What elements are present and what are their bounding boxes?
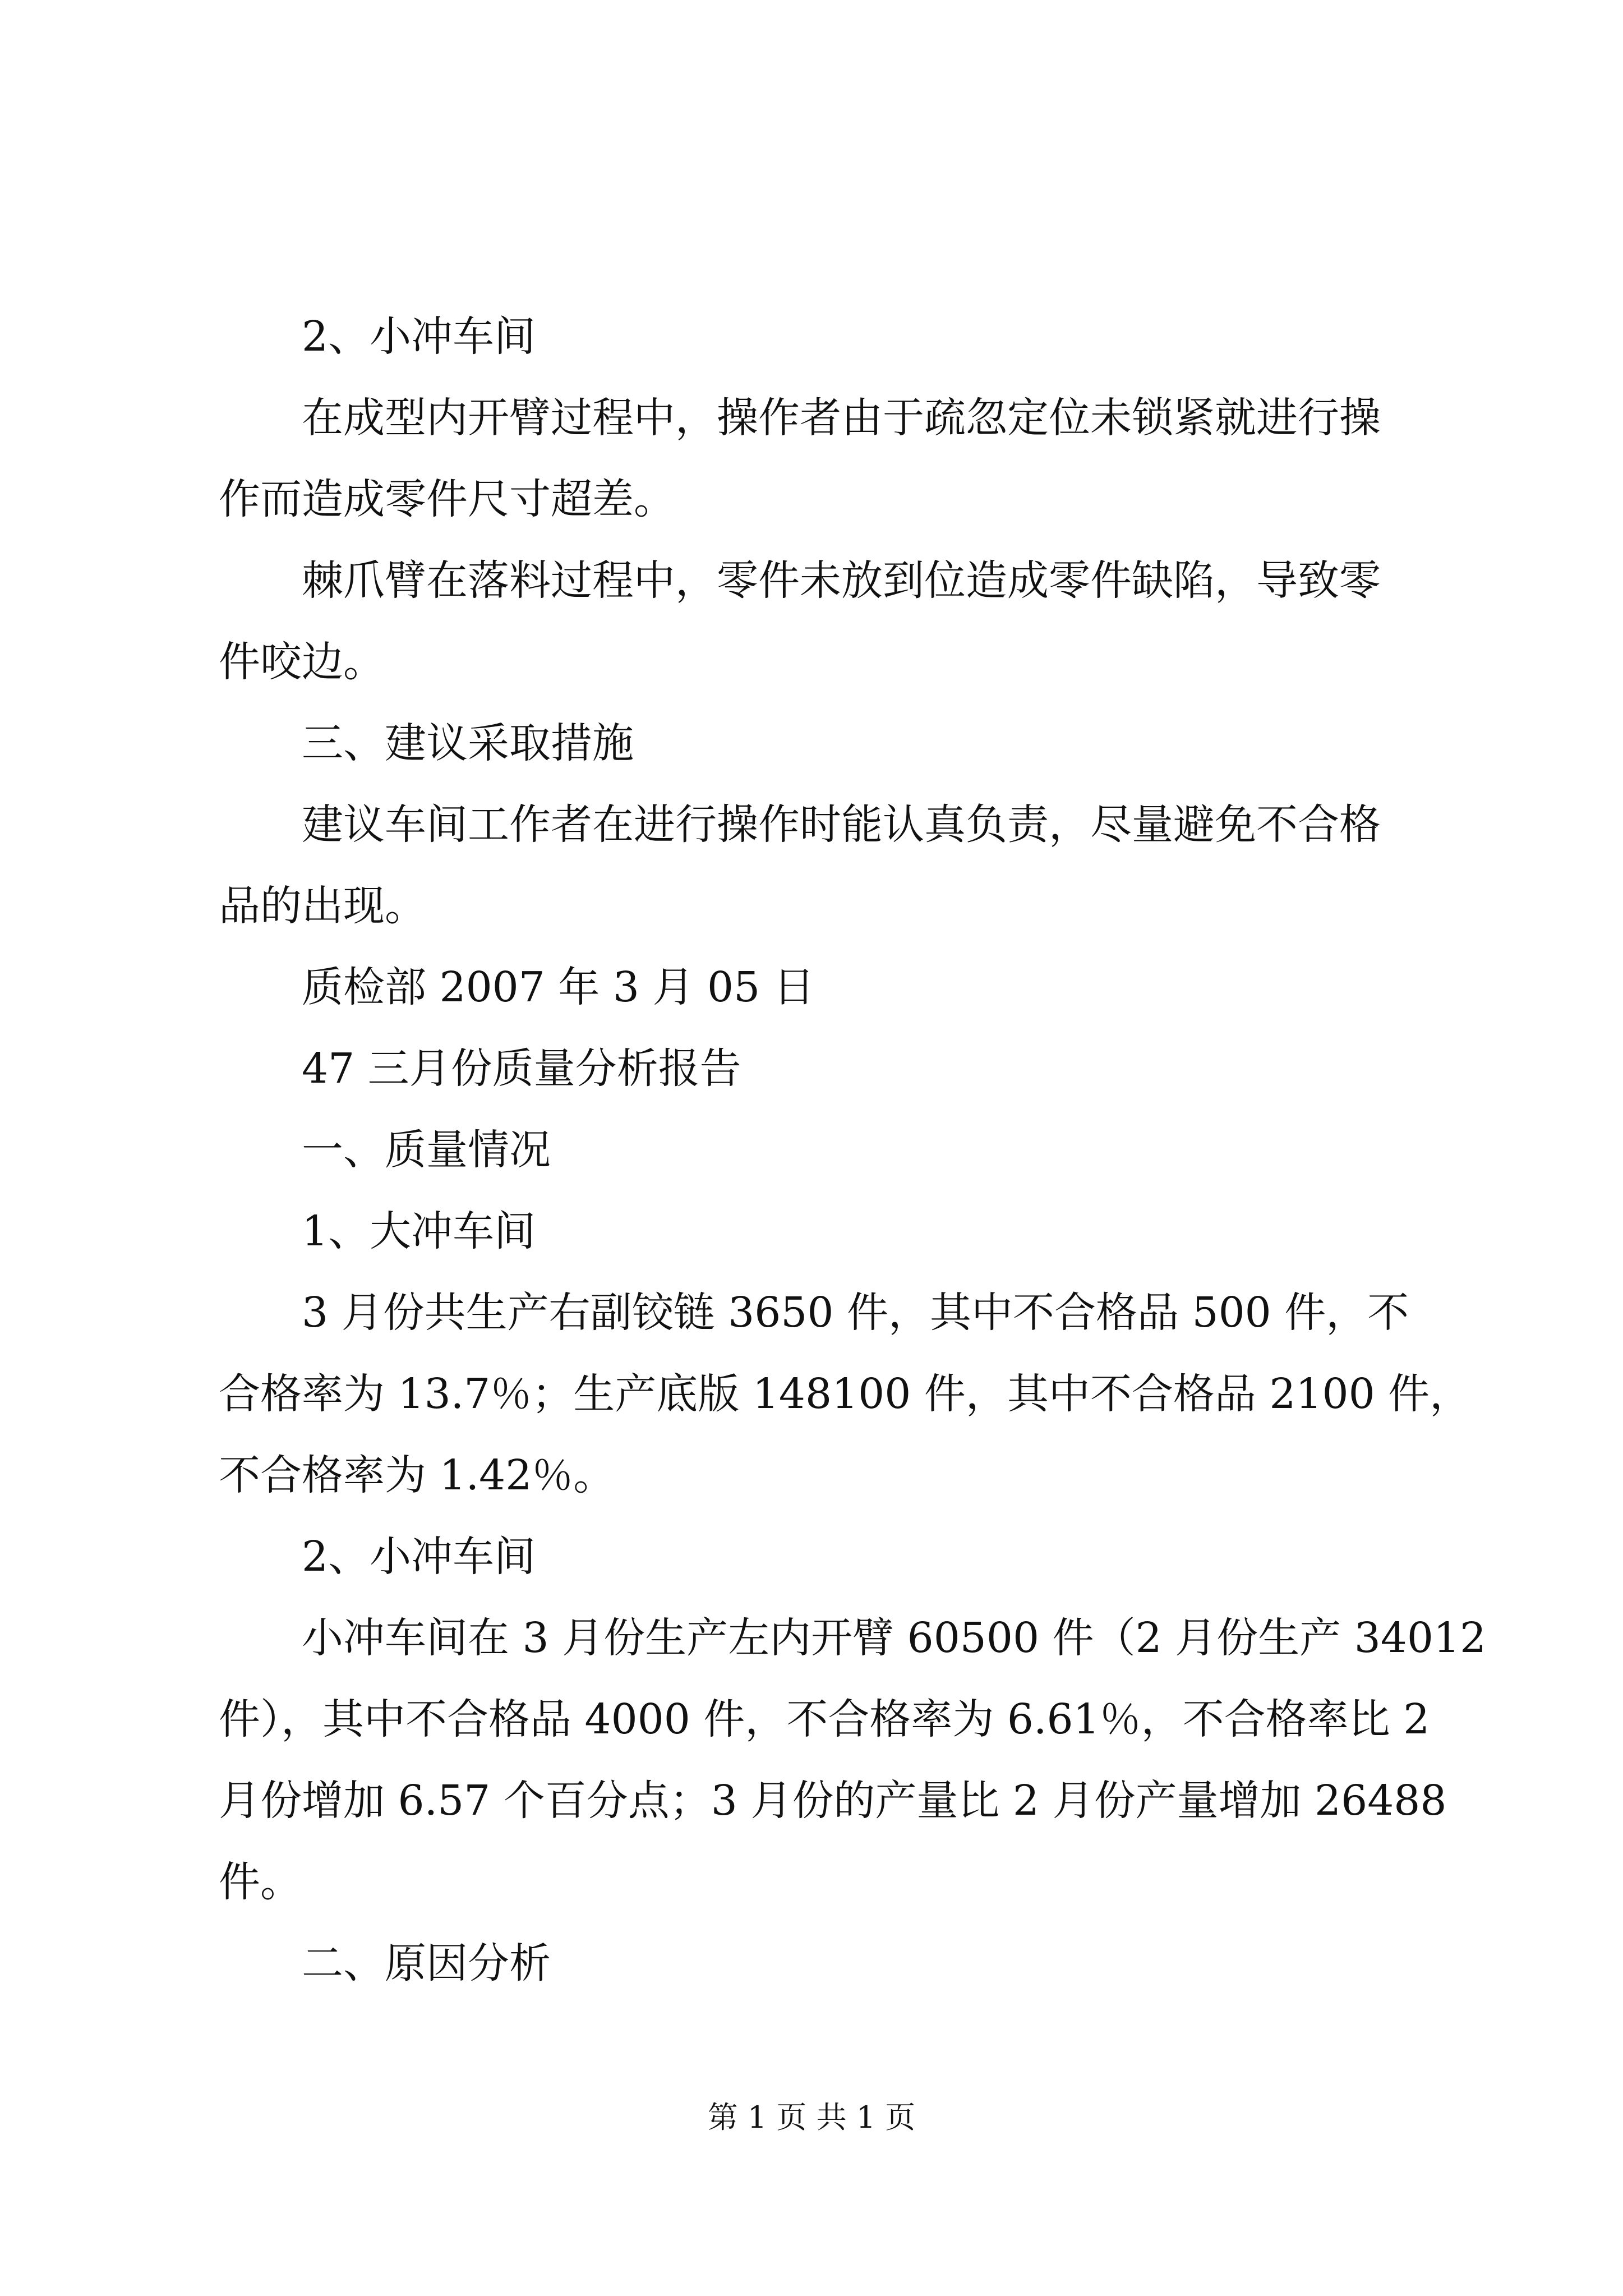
paragraph-line: 小冲车间在 3 月份生产左内开臂 60500 件（2 月份生产 34012 [302,1614,1487,1662]
paragraph-line: 件），其中不合格品 4000 件，不合格率为 6.61％，不合格率比 2 [219,1695,1430,1743]
section-heading: 2、小冲车间 [302,312,536,361]
subsection-heading: 1、大冲车间 [302,1207,536,1255]
section-heading: 一、质量情况 [302,1126,551,1174]
subsection-heading: 2、小冲车间 [302,1533,536,1581]
paragraph-line: 棘爪臂在落料过程中，零件未放到位造成零件缺陷，导致零 [302,556,1381,605]
signature-line: 质检部 2007 年 3 月 05 日 [302,963,815,1011]
report-title: 47 三月份质量分析报告 [302,1045,741,1093]
paragraph-line: 合格率为 13.7％；生产底版 148100 件，其中不合格品 2100 件， [219,1370,1472,1418]
paragraph-line: 作而造成零件尺寸超差。 [219,475,675,523]
paragraph-line: 不合格率为 1.42％。 [219,1451,615,1499]
paragraph-line: 在成型内开臂过程中，操作者由于疏忽定位未锁紧就进行操 [302,394,1381,442]
section-heading: 三、建议采取措施 [302,719,634,767]
page-footer: 第 1 页 共 1 页 [707,2100,916,2135]
paragraph-line: 件。 [219,1858,302,1906]
paragraph-line: 件咬边。 [219,638,385,686]
section-heading: 二、原因分析 [302,1939,551,1987]
paragraph-line: 品的出现。 [219,882,426,930]
paragraph-line: 建议车间工作者在进行操作时能认真负责，尽量避免不合格 [302,800,1381,849]
paragraph-line: 月份增加 6.57 个百分点；3 月份的产量比 2 月份产量增加 26488 [219,1777,1447,1825]
paragraph-line: 3 月份共生产右副铰链 3650 件，其中不合格品 500 件，不 [302,1289,1409,1337]
